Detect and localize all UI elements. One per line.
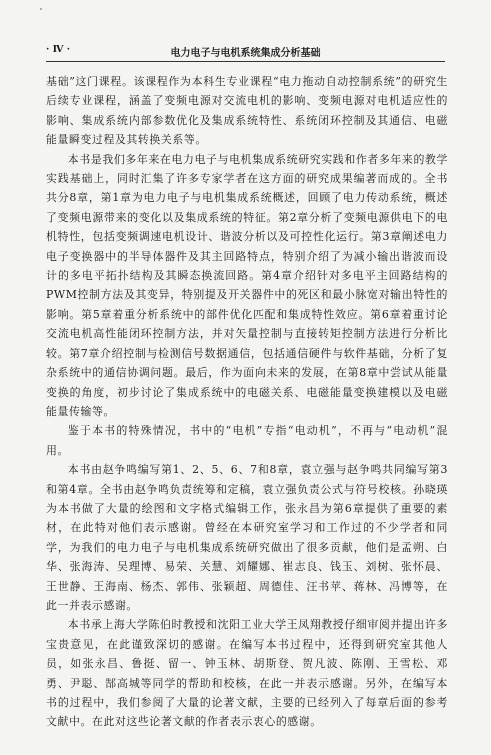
paragraph-2: 本书是我们多年来在电力电子与电机集成系统研究实践和作者多年来的教学实践基础上，同时汇集了许多专家学者在这方面的研究成果编著而成的。全书共分8章，第1章为电力电子与电机集成系统概述，回顾了电力传动系统，概述了变频电源带来的变化以及集成系统的特征。第2章分析了变频电源供电下的电机特性，包括变频调速电机设计、谐波分析以及可控性化运行。第3章阐述电力电子变换器中的半导体器件及其主回路特点，特别介绍了为减小输出谐波而设计的多电平拓扑结构及其瞬态换流回路。第4章介绍针对多电平主回路结构的PWM控制方法及其变异，特别提及开关器件中的死区和最小脉宽对输出特性的影响。第5章着重分析系统中的部件优化匹配和集成特性效应。第6章着重讨论交流电机高性能闭环控制方法，并对矢量控制与直接转矩控制方法进行分析比较。第7章介绍控制与检测信号数据通信，包括通信硬件与软件基础，分析了复杂系统中的通信协调问题。最后，作为面向未来的发展，在第8章中尝试从能量变换的角度，初步讨论了集成系统中的电磁关系、电磁能量变换建模以及电磁能量传输等。: [46, 152, 448, 418]
scan-speck: [40, 8, 42, 10]
header-rule: [46, 61, 445, 62]
page-header: [46, 44, 445, 58]
paragraph-3: 鉴于本书的特殊情况，书中的“电机”专指“电动机”，不再与“电动机”混用。: [46, 424, 448, 457]
page-number: · Ⅳ ·: [46, 44, 71, 55]
body-text: [46, 72, 448, 732]
paragraph-5: 本书承上海大学陈伯时教授和沈阳工业大学王凤翔教授仔细审阅并提出许多宝贵意见，在此谨致深切的感谢。在编写本书过程中，还得到研究室其他人员，如张永昌、鲁挺、留一、钟玉林、胡斯登、贺凡波、陈刚、王雪松、邓勇、尹聪、郜高城等同学的帮助和校核，在此一并表示感谢。另外，在编写本书的过程中，我们参阅了大量的论著文献，主要的已经列入了每章后面的参考文献中。在此对这些论著文献的作者表示衷心的感谢。: [46, 618, 448, 729]
paragraph-1: 基础”这门课程。该课程作为本科生专业课程“电力拖动自动控制系统”的研究生后续专业课程，涵盖了变频电源对交流电机的影响、变频电源对电机适应性的影响、集成系统内部参数优化及集成系统特性、系统闭环控制及其通信、电磁能量瞬变过程及其转换关系等。: [46, 75, 448, 147]
running-title: 电力电子与电机系统集成分析基础: [170, 48, 321, 59]
paragraph-4: 本书由赵争鸣编写第1、2、5、6、7和8章，袁立强与赵争鸣共同编写第3和第4章。全书由赵争鸣负责统筹和定稿，袁立强负责公式与符号校核。孙晓瑛为本书做了大量的绘图和文字格式编辑工作，张永昌为第6章提供了重要的素材，在此特对他们表示感谢。曾经在本研究室学习和工作过的不少学者和同学，为我们的电力电子与电机集成系统研究做出了很多贡献，他们是孟朔、白华、张海涛、吴理博、易荣、关慧、刘耀娜、崔志良、钱玉、刘树、张怀晨、王世静、王海南、杨杰、郭伟、张颖超、周德佳、汪书苹、蒋林、冯博等，在此一并表示感谢。: [46, 463, 448, 612]
